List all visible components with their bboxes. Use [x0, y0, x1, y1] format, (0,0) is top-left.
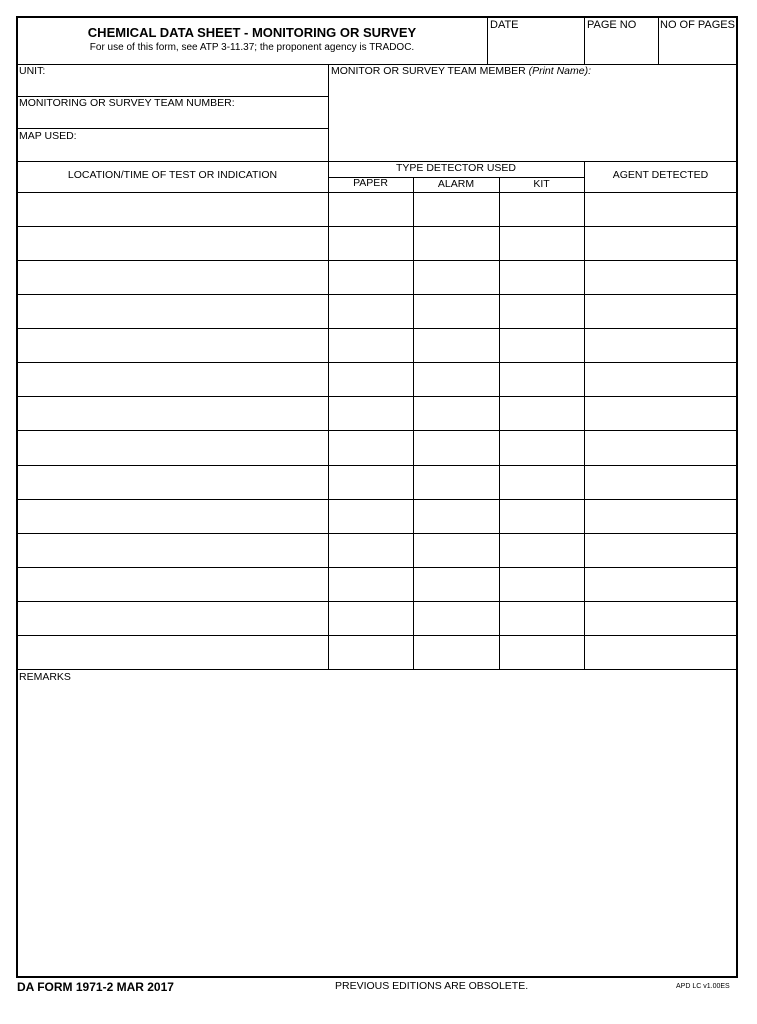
map-used-input[interactable]	[18, 145, 327, 162]
table-cell-kit[interactable]	[500, 261, 584, 293]
map-used-label: MAP USED:	[19, 130, 77, 142]
table-cell-agent[interactable]	[585, 568, 737, 600]
table-cell-location[interactable]	[18, 227, 328, 259]
location-input[interactable]	[18, 261, 328, 293]
paper-input[interactable]	[329, 568, 413, 600]
team-member-label	[331, 66, 591, 78]
agent-input[interactable]	[585, 329, 737, 361]
date-label: DATE	[490, 19, 519, 31]
agent-input[interactable]	[585, 500, 737, 532]
team-number-field[interactable]	[18, 110, 327, 127]
table-cell-alarm[interactable]	[414, 261, 499, 293]
table-cell-alarm[interactable]	[414, 363, 499, 395]
table-cell-paper[interactable]	[329, 431, 413, 463]
form-title: CHEMICAL DATA SHEET - MONITORING OR SURVEY	[87, 25, 417, 40]
alarm-input[interactable]	[414, 568, 499, 600]
table-cell-location[interactable]	[18, 329, 328, 361]
alarm-input[interactable]	[414, 500, 499, 532]
kit-input[interactable]	[500, 227, 584, 259]
table-cell-paper[interactable]	[329, 568, 413, 600]
no-of-pages-field[interactable]	[660, 32, 736, 62]
kit-input[interactable]	[500, 534, 584, 566]
location-input[interactable]	[18, 295, 328, 327]
table-cell-kit[interactable]	[500, 500, 584, 532]
paper-input[interactable]	[329, 397, 413, 429]
divider	[584, 17, 585, 64]
table-cell-kit[interactable]	[500, 534, 584, 566]
agent-input[interactable]	[585, 227, 737, 259]
table-cell-location[interactable]	[18, 431, 328, 463]
table-cell-kit[interactable]	[500, 397, 584, 429]
kit-input[interactable]	[500, 261, 584, 293]
agent-input[interactable]	[585, 193, 737, 225]
form-subtitle: For use of this form, see ATP 3-11.37; the proponent agency is TRADOC.	[89, 42, 415, 53]
location-header: LOCATION/TIME OF TEST OR INDICATION	[67, 169, 278, 181]
alarm-input[interactable]	[414, 193, 499, 225]
table-cell-kit[interactable]	[500, 636, 584, 668]
paper-input[interactable]	[329, 466, 413, 498]
location-input[interactable]	[18, 568, 328, 600]
table-cell-paper[interactable]	[329, 227, 413, 259]
page-no-label: PAGE NO	[587, 19, 637, 31]
table-cell-location[interactable]	[18, 261, 328, 293]
location-input[interactable]	[18, 466, 328, 498]
paper-input[interactable]	[329, 500, 413, 532]
agent-input[interactable]	[585, 261, 737, 293]
kit-input[interactable]	[500, 397, 584, 429]
team-member-field[interactable]	[330, 79, 735, 159]
alarm-header: ALARM	[437, 178, 475, 190]
agent-input[interactable]	[585, 363, 737, 395]
table-cell-agent[interactable]	[585, 602, 737, 634]
table-cell-location[interactable]	[18, 636, 328, 668]
location-input[interactable]	[18, 602, 328, 634]
divider	[17, 161, 737, 162]
alarm-input[interactable]	[414, 261, 499, 293]
location-input[interactable]	[18, 500, 328, 532]
table-cell-agent[interactable]	[585, 261, 737, 293]
team-number-label: MONITORING OR SURVEY TEAM NUMBER:	[19, 97, 235, 109]
alarm-input[interactable]	[414, 329, 499, 361]
date-input[interactable]	[489, 32, 583, 62]
kit-input[interactable]	[500, 193, 584, 225]
paper-input[interactable]	[329, 295, 413, 327]
table-cell-kit[interactable]	[500, 568, 584, 600]
table-cell-agent[interactable]	[585, 227, 737, 259]
alarm-input[interactable]	[414, 227, 499, 259]
table-cell-alarm[interactable]	[414, 500, 499, 532]
detector-header: TYPE DETECTOR USED	[396, 162, 516, 174]
table-cell-agent[interactable]	[585, 500, 737, 532]
divider	[17, 128, 328, 129]
page-no-field[interactable]	[586, 32, 657, 62]
location-input[interactable]	[18, 363, 328, 395]
table-cell-paper[interactable]	[329, 534, 413, 566]
table-cell-agent[interactable]	[585, 397, 737, 429]
table-cell-paper[interactable]	[329, 193, 413, 225]
agent-input[interactable]	[585, 295, 737, 327]
table-cell-agent[interactable]	[585, 329, 737, 361]
no-of-pages-label: NO OF PAGES	[660, 19, 735, 31]
table-cell-paper[interactable]	[329, 602, 413, 634]
remarks-field[interactable]	[20, 686, 734, 974]
table-cell-alarm[interactable]	[414, 602, 499, 634]
kit-input[interactable]	[500, 329, 584, 361]
paper-input[interactable]	[329, 193, 413, 225]
paper-input[interactable]	[329, 329, 413, 361]
location-input[interactable]	[18, 397, 328, 429]
table-cell-paper[interactable]	[329, 636, 413, 668]
paper-input[interactable]	[329, 227, 413, 259]
table-cell-agent[interactable]	[585, 466, 737, 498]
table-cell-kit[interactable]	[500, 193, 584, 225]
table-cell-alarm[interactable]	[414, 534, 499, 566]
table-cell-agent[interactable]	[585, 295, 737, 327]
table-cell-location[interactable]	[18, 534, 328, 566]
table-cell-kit[interactable]	[500, 295, 584, 327]
table-cell-agent[interactable]	[585, 636, 737, 668]
agent-input[interactable]	[585, 636, 737, 668]
paper-input[interactable]	[329, 636, 413, 668]
table-cell-kit[interactable]	[500, 602, 584, 634]
kit-input[interactable]	[500, 568, 584, 600]
table-cell-agent[interactable]	[585, 431, 737, 463]
paper-input[interactable]	[329, 534, 413, 566]
team-member-hint: (Print Name):	[528, 65, 592, 77]
table-cell-paper[interactable]	[329, 466, 413, 498]
table-cell-alarm[interactable]	[414, 193, 499, 225]
table-cell-alarm[interactable]	[414, 295, 499, 327]
alarm-input[interactable]	[414, 534, 499, 566]
page-no-input[interactable]	[586, 32, 657, 62]
form-id: DA FORM 1971-2 MAR 2017	[17, 980, 174, 994]
version-id: APD LC v1.00ES	[676, 983, 730, 990]
alarm-input[interactable]	[414, 431, 499, 463]
agent-header: AGENT DETECTED	[612, 169, 709, 181]
table-cell-kit[interactable]	[500, 466, 584, 498]
table-cell-kit[interactable]	[500, 431, 584, 463]
location-input[interactable]	[18, 636, 328, 668]
agent-input[interactable]	[585, 466, 737, 498]
kit-input[interactable]	[500, 295, 584, 327]
agent-input[interactable]	[585, 568, 737, 600]
table-cell-location[interactable]	[18, 500, 328, 532]
team-member-label-text: MONITOR OR SURVEY TEAM MEMBER	[331, 65, 526, 77]
agent-input[interactable]	[585, 431, 737, 463]
agent-input[interactable]	[585, 397, 737, 429]
location-input[interactable]	[18, 431, 328, 463]
team-number-input[interactable]	[18, 112, 327, 129]
table-cell-kit[interactable]	[500, 329, 584, 361]
remarks-label: REMARKS	[19, 671, 71, 683]
table-cell-paper[interactable]	[329, 397, 413, 429]
alarm-input[interactable]	[414, 295, 499, 327]
kit-input[interactable]	[500, 466, 584, 498]
table-cell-paper[interactable]	[329, 363, 413, 395]
table-cell-alarm[interactable]	[414, 227, 499, 259]
table-cell-kit[interactable]	[500, 363, 584, 395]
table-row-line	[17, 669, 737, 670]
table-cell-alarm[interactable]	[414, 636, 499, 668]
table-cell-kit[interactable]	[500, 227, 584, 259]
table-cell-alarm[interactable]	[414, 329, 499, 361]
paper-input[interactable]	[329, 602, 413, 634]
kit-input[interactable]	[500, 431, 584, 463]
unit-label: UNIT:	[19, 65, 46, 77]
table-cell-agent[interactable]	[585, 534, 737, 566]
kit-input[interactable]	[500, 500, 584, 532]
table-cell-alarm[interactable]	[414, 431, 499, 463]
table-cell-location[interactable]	[18, 568, 328, 600]
table-cell-paper[interactable]	[329, 500, 413, 532]
alarm-input[interactable]	[414, 466, 499, 498]
kit-input[interactable]	[500, 636, 584, 668]
no-of-pages-input[interactable]	[660, 32, 736, 62]
divider	[487, 17, 488, 64]
alarm-input[interactable]	[414, 363, 499, 395]
location-input[interactable]	[18, 193, 328, 225]
alarm-input[interactable]	[414, 397, 499, 429]
agent-input[interactable]	[585, 534, 737, 566]
table-cell-paper[interactable]	[329, 295, 413, 327]
paper-input[interactable]	[329, 363, 413, 395]
alarm-input[interactable]	[414, 636, 499, 668]
unit-field[interactable]	[18, 78, 327, 95]
paper-header: PAPER	[353, 177, 388, 189]
table-cell-paper[interactable]	[329, 329, 413, 361]
map-used-field[interactable]	[18, 143, 327, 160]
location-input[interactable]	[18, 329, 328, 361]
kit-header: KIT	[533, 178, 550, 190]
table-cell-agent[interactable]	[585, 193, 737, 225]
agent-input[interactable]	[585, 602, 737, 634]
date-field[interactable]	[489, 32, 583, 62]
table-cell-paper[interactable]	[329, 261, 413, 293]
table-cell-agent[interactable]	[585, 363, 737, 395]
divider	[658, 17, 659, 64]
table-cell-location[interactable]	[18, 295, 328, 327]
paper-input[interactable]	[329, 431, 413, 463]
location-input[interactable]	[18, 534, 328, 566]
table-cell-location[interactable]	[18, 193, 328, 225]
location-input[interactable]	[18, 227, 328, 259]
table-cell-alarm[interactable]	[414, 466, 499, 498]
table-cell-location[interactable]	[18, 363, 328, 395]
divider	[328, 64, 329, 161]
kit-input[interactable]	[500, 602, 584, 634]
unit-input[interactable]	[18, 80, 327, 97]
editions-note: PREVIOUS EDITIONS ARE OBSOLETE.	[335, 980, 529, 992]
table-cell-location[interactable]	[18, 397, 328, 429]
paper-input[interactable]	[329, 261, 413, 293]
table-cell-location[interactable]	[18, 602, 328, 634]
kit-input[interactable]	[500, 363, 584, 395]
table-cell-alarm[interactable]	[414, 568, 499, 600]
alarm-input[interactable]	[414, 602, 499, 634]
table-cell-alarm[interactable]	[414, 397, 499, 429]
table-cell-location[interactable]	[18, 466, 328, 498]
